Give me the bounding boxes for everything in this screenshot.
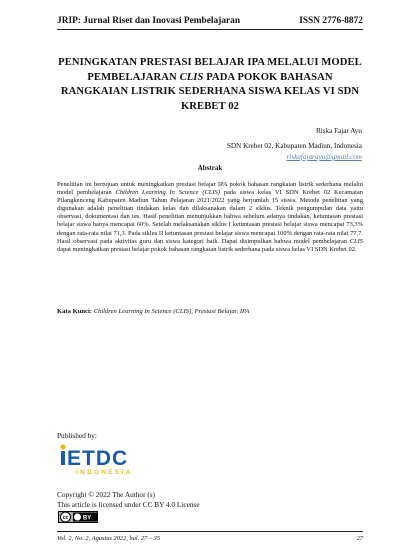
author-name: Riska Fajar Ayu xyxy=(315,127,362,135)
title-line-2: PEMBELAJARAN CLIS PADA POKOK BAHASAN xyxy=(87,71,333,83)
header-divider xyxy=(57,29,363,30)
title-line-1: PENINGKATAN PRESTASI BELAJAR IPA MELALUI MODEL xyxy=(58,57,362,68)
copyright-text: Copyright © 2022 The Author (s) xyxy=(57,490,156,499)
license-text: This article is licensed under CC BY 4.0 License xyxy=(57,500,200,509)
keywords-label: Kata Kunci: xyxy=(57,308,92,315)
page-footer xyxy=(57,535,363,542)
svg-text:cc: cc xyxy=(62,515,69,521)
page-number: 27 xyxy=(356,535,363,542)
journal-issn: ISSN 2776-8872 xyxy=(299,16,363,26)
paper-title xyxy=(57,56,363,114)
logo-dot-icon xyxy=(60,444,65,449)
author-block xyxy=(227,126,362,163)
title-line-4: KREBET 02 xyxy=(180,100,240,112)
keywords xyxy=(57,308,363,315)
footer-citation: Vol. 2, No. 2, Agustus 2022, hal. 27 – 35 xyxy=(57,535,161,542)
logo-text: ETDC xyxy=(67,447,129,470)
journal-name: JRIP: Jurnal Riset dan Inovasi Pembelajaran xyxy=(57,16,241,26)
title-line-3: RANGKAIAN LISTRIK SEDERHANA SISWA KELAS VI SDN xyxy=(60,86,360,98)
etdc-logo xyxy=(58,443,152,477)
journal-header xyxy=(57,16,363,26)
copyright-block xyxy=(57,490,200,510)
published-by-label: Published by: xyxy=(57,431,97,440)
abstract-heading: Abstrak xyxy=(197,164,223,172)
keywords-values: Children Learning In Science (CLIS), Prestasi Belajar, IPA xyxy=(93,308,250,315)
logo-subtext: INDONESIA xyxy=(76,470,133,476)
author-affiliation: SDN Krebet 02, Kabupaten Madiun, Indonesia xyxy=(226,142,362,150)
cc-by-badge-icon[interactable] xyxy=(58,511,98,523)
abstract-body: Penelitian ini bertujuan untuk meningkatkan prestasi belajar IPA pokok bahasan rangkaian listrik sederhana melalui model pembelajaran Children Learning In Science (CLIS) pada siswa kelas VI SDN Krebet 02 Kecamatan Pilangkenceng Kabupaten Madiun Tahun Pelajaran 2021/2022 yang berjumlah 15 siswa. Metode penelitian yang digunakan adalah penelitian tindakan kelas dan dilaksanakan dalam 2 siklus. Teknik pengumpulan data yaitu observasi, dokumentasi dan tes. Hasil penelitian menunjukkan bahwa sebelum adanya tindakan, ketuntasan prestasi belajar siswa hanya mencapai 60%. Setelah melaksanakan siklus I ketuntasan prestasi belajar siswa mencapai 73,3% dengan rata-rata nilai 71,3. Pada siklus II ketuntasan prestasi belajar siswa mencapai 100% dengan rata-rata nilai 77,7. Hasil observasi pada aktivitas guru dan siswa kategori baik. Dapat disimpulkan bahwa model pembelajaran CLIS dapat meningkatkan prestasi belajar pokok bahasan rangkaian listrik sederhana pada siswa kelas VI SDN Krebet 02. xyxy=(57,181,364,253)
footer-divider xyxy=(57,531,363,532)
author-email-link[interactable]: riskafajarayu@gmail.com xyxy=(286,153,362,161)
title-italic: CLIS xyxy=(179,71,204,83)
svg-text:BY: BY xyxy=(82,515,92,522)
